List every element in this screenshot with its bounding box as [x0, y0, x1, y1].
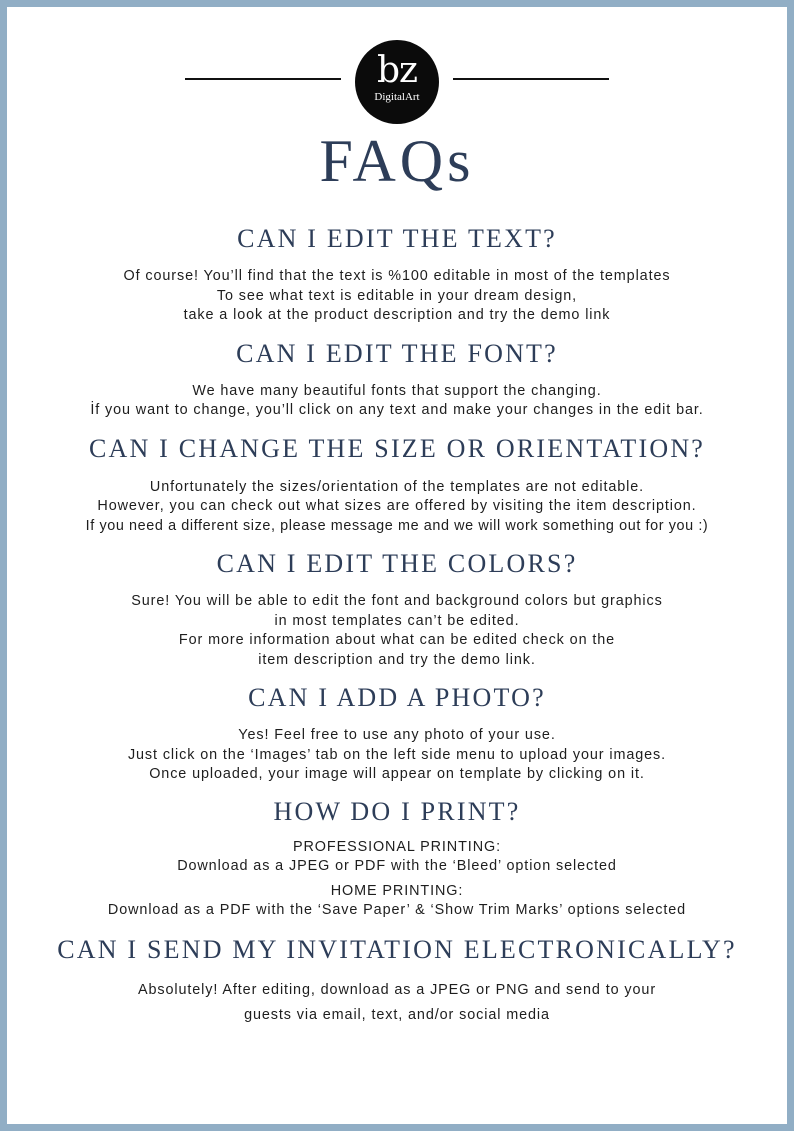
faq-item: [7, 221, 787, 326]
right-divider: [453, 78, 609, 80]
answer-line: To see what text is editable in your dream design,: [216, 287, 578, 304]
faq-question: CAN I ADD A PHOTO?: [248, 683, 546, 712]
answer-line: Of course! You’ll find that the text is %100 editable in most of the templates: [123, 268, 671, 284]
faq-item: [7, 932, 787, 1028]
answer-line: İf you want to change, you’ll click on any text and make your changes in the edit bar.: [90, 402, 704, 418]
faq-question: CAN I EDIT THE FONT?: [236, 338, 558, 368]
faq-question: CAN I EDIT THE TEXT?: [237, 224, 557, 253]
faq-item: [7, 680, 787, 785]
answer-line: in most templates can’t be edited.: [274, 612, 520, 629]
answer-subheading: HOME PRINTING:: [330, 882, 464, 899]
answer-line: Yes! Feel free to use any photo of your use.: [238, 727, 556, 743]
faq-answer: [7, 592, 787, 670]
answer-line: However, you can check out what sizes are offered by visiting the item description.: [97, 498, 697, 514]
faq-question: HOW DO I PRINT?: [273, 796, 521, 826]
answer-line: guests via email, text, and/or social media: [244, 1006, 550, 1023]
faq-answer: [7, 838, 787, 920]
faq-item: [7, 794, 787, 920]
page-title: FAQs: [319, 128, 475, 194]
answer-line: We have many beautiful fonts that support the changing.: [192, 382, 602, 399]
faq-item: [7, 336, 787, 421]
answer-line: Sure! You will be able to edit the font and background colors but graphics: [131, 593, 663, 609]
faq-item: [7, 431, 787, 537]
faq-question: CAN I SEND MY INVITATION ELECTRONICALLY?: [57, 934, 737, 964]
answer-line: Download as a PDF with the ‘Save Paper’ & ‘Show Trim Marks’ options selected: [107, 901, 687, 918]
answer-line: Download as a JPEG or PDF with the ‘Bleed’ option selected: [177, 857, 617, 874]
answer-line: Absolutely! After editing, download as a JPEG or PNG and send to your: [137, 981, 657, 998]
faq-question: CAN I EDIT THE COLORS?: [216, 549, 578, 578]
faq-question: CAN I CHANGE THE SIZE OR ORIENTATION?: [88, 433, 706, 463]
answer-subheading: PROFESSIONAL PRINTING:: [293, 838, 501, 855]
answer-line: Once uploaded, your image will appear on template by clicking on it.: [149, 766, 645, 782]
faq-list: [7, 221, 787, 1028]
answer-line: Just click on the ‘Images’ tab on the left side menu to upload your images.: [127, 746, 667, 763]
left-divider: [185, 78, 341, 80]
faq-answer: [7, 726, 787, 785]
answer-line: take a look at the product description and try the demo link: [183, 307, 611, 323]
answer-line: If you need a different size, please message me and we will work something out for you :): [85, 517, 709, 534]
logo-mark: bz: [376, 50, 417, 91]
answer-line: Unfortunately the sizes/orientation of the templates are not editable.: [149, 478, 645, 495]
faq-page: [7, 7, 787, 1124]
brand-logo: [355, 40, 439, 124]
answer-line: item description and try the demo link.: [258, 651, 536, 668]
faq-answer: [7, 978, 787, 1028]
faq-answer: [7, 382, 787, 421]
logo-subtitle: DigitalArt: [374, 91, 420, 103]
logo-row: [7, 25, 787, 109]
faq-answer: [7, 267, 787, 326]
answer-line: For more information about what can be edited check on the: [178, 632, 616, 648]
faq-item: [7, 546, 787, 670]
faq-answer: [7, 478, 787, 537]
